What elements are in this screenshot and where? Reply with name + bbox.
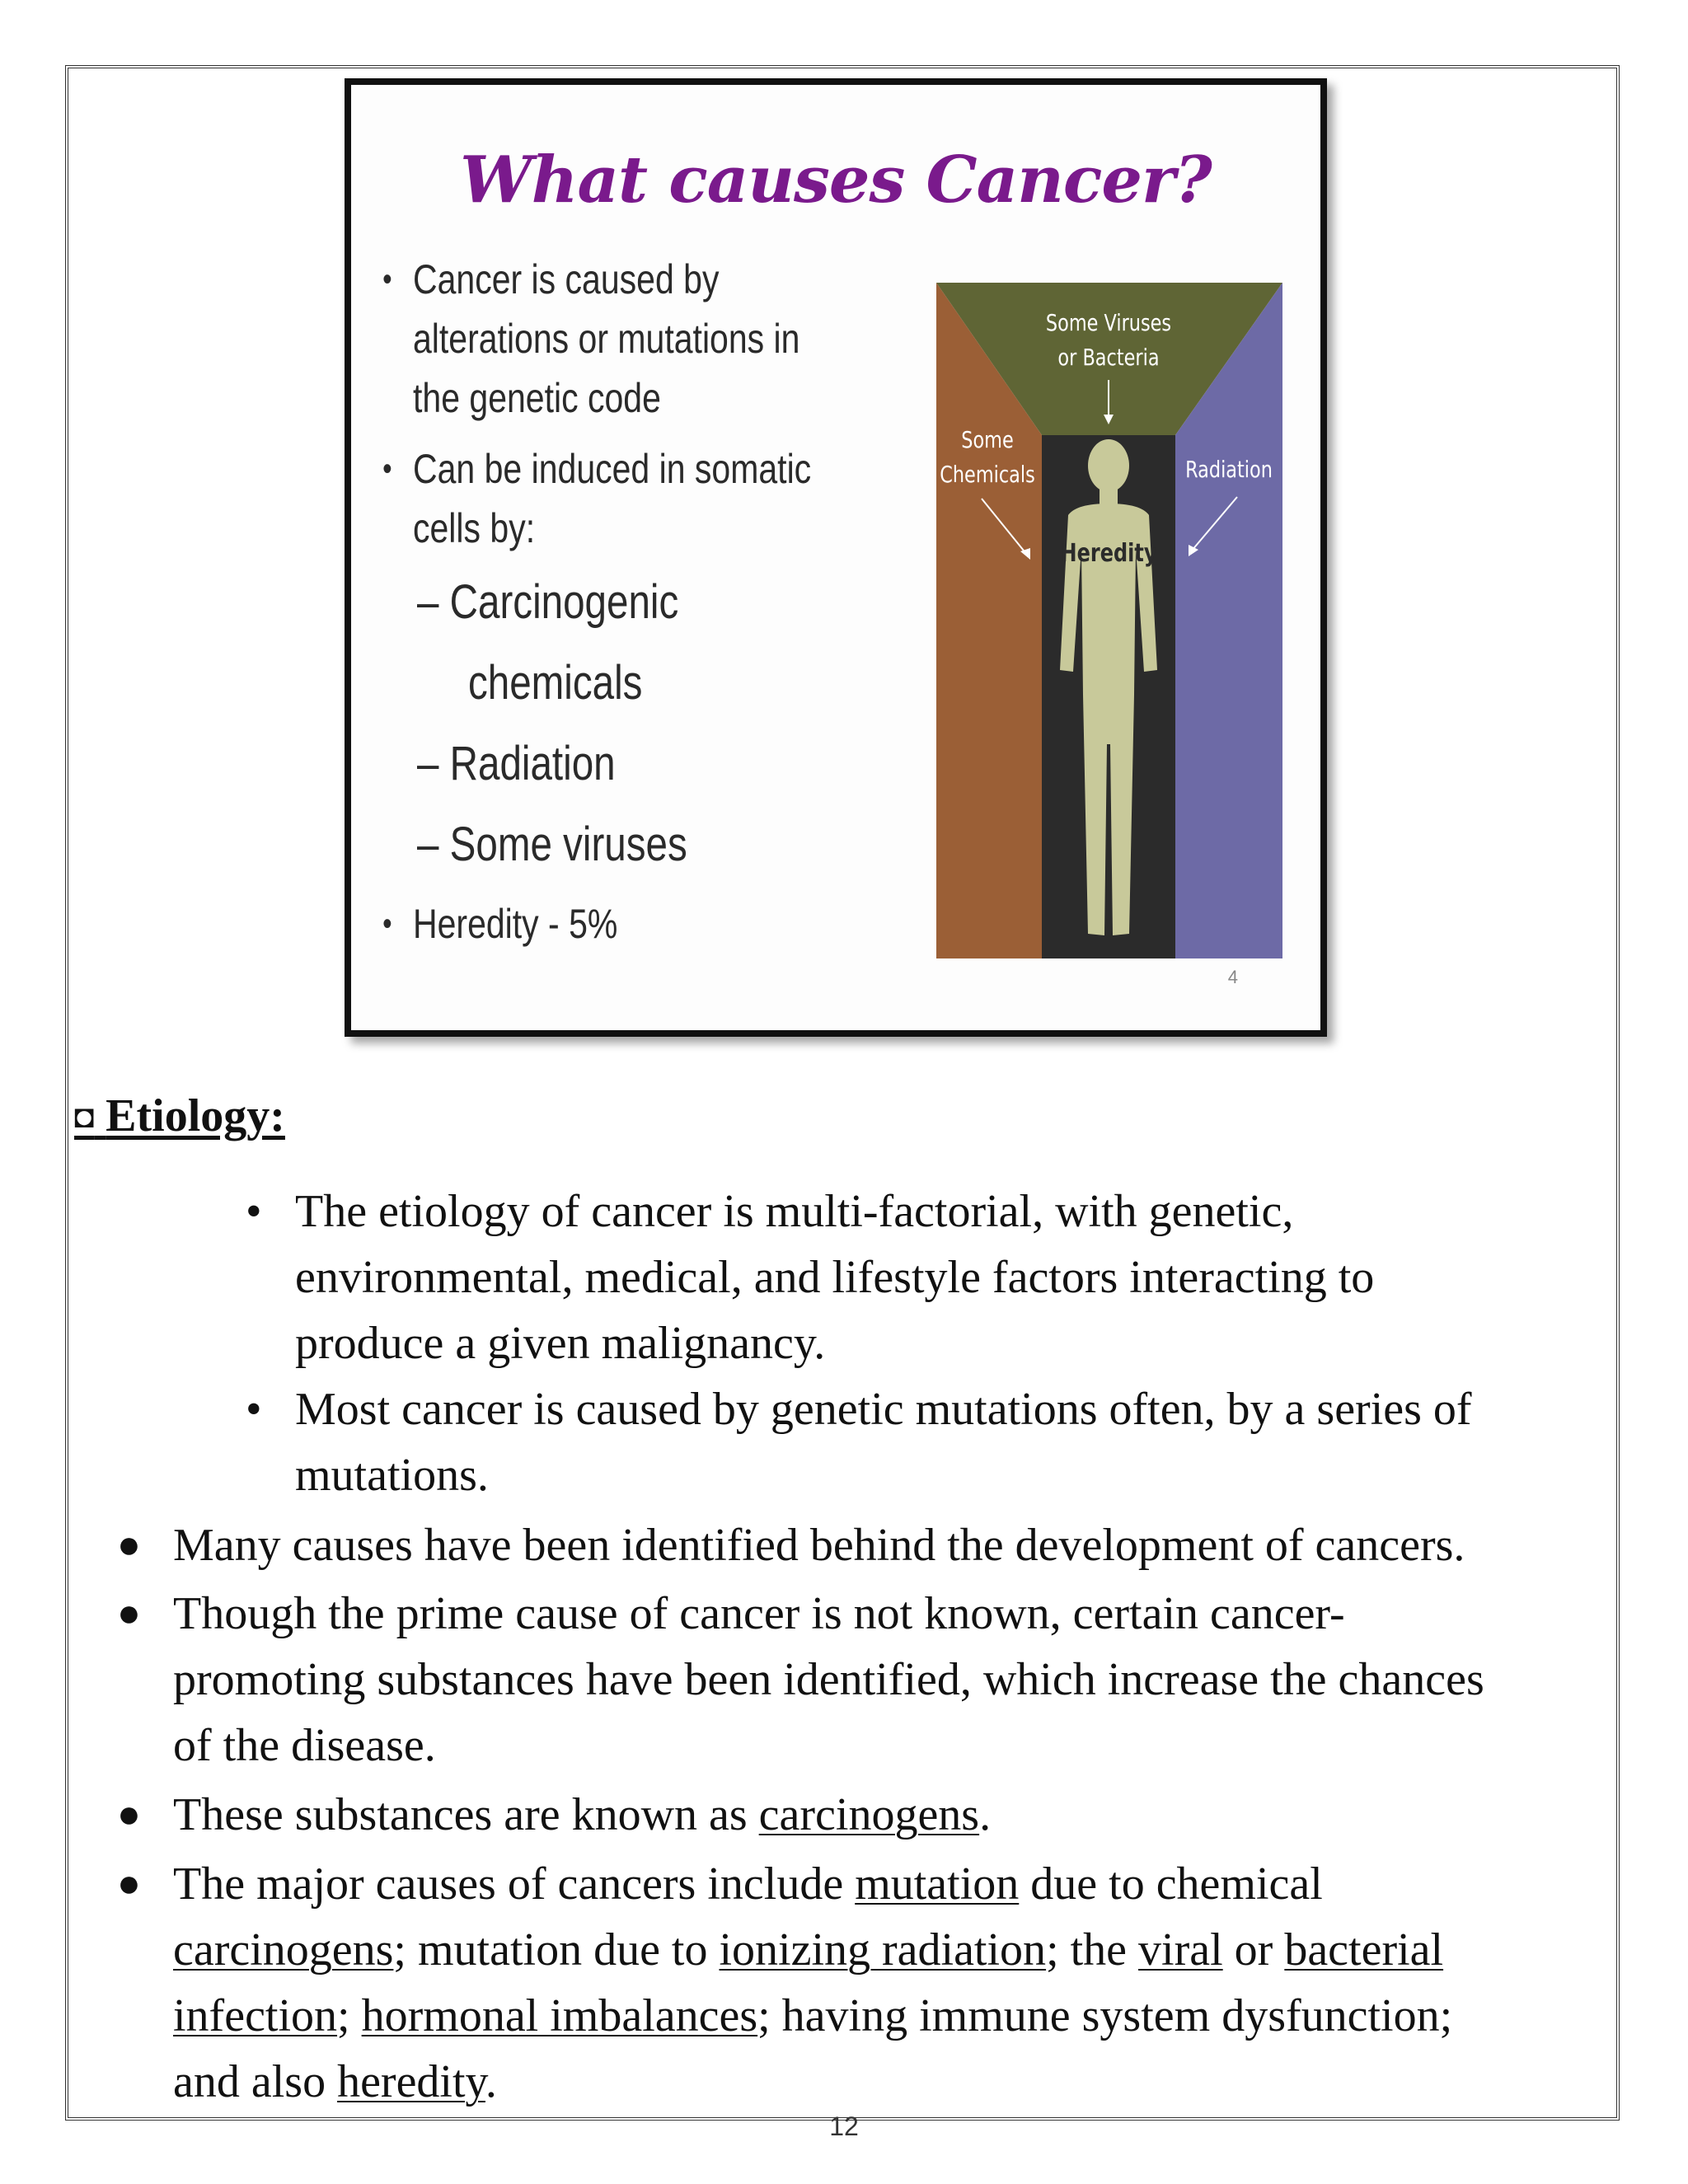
etiology-heading: [74, 1090, 285, 1142]
bullet-item: ● These substances are known as carcinogens.: [117, 1789, 992, 1840]
inner-bullet: • Most cancer is caused by genetic mutations often, by a series of: [246, 1384, 1472, 1435]
bullet-item-line: of the disease.: [173, 1720, 436, 1771]
slide-sub-item: – Carcinogenic: [417, 575, 679, 629]
slide-sub-item: – Some viruses: [417, 818, 687, 871]
slide-number: 4: [1227, 967, 1238, 987]
bullet-item-line: infection; hormonal imbalances; having immune system dysfunction;: [173, 1990, 1453, 2041]
bullet-item: ● The major causes of cancers include mutation due to chemical: [117, 1858, 1323, 1910]
figure-label-center: Heredity: [1060, 539, 1157, 568]
carcinogens-link: carcinogens: [758, 1789, 980, 1840]
bullet-item-line: and also heredity.: [173, 2056, 497, 2107]
inner-bullet-line: environmental, medical, and lifestyle factors interacting to: [295, 1252, 1375, 1303]
inner-bullet-line: produce a given malignancy.: [295, 1318, 826, 1369]
figure-label-right: Radiation: [1185, 455, 1273, 483]
bullet-item-line: promoting substances have been identified, which increase the chances: [173, 1654, 1484, 1705]
figure-label-top-2: or Bacteria: [1057, 343, 1160, 371]
inner-bullet-line: mutations.: [295, 1450, 489, 1501]
page-number: 12: [829, 2111, 859, 2141]
slide-bullet: • Cancer is caused by: [382, 256, 720, 302]
bullet-item: ● Many causes have been identified behind the development of cancers.: [117, 1520, 1465, 1571]
slide-bullet-line: alterations or mutations in: [413, 316, 800, 362]
slide-bullet: • Can be induced in somatic: [382, 446, 812, 492]
mutation-link: mutation: [855, 1858, 1020, 1910]
slide-image: [345, 78, 1327, 1037]
slide-bullet-line: the genetic code: [413, 375, 661, 421]
slide-title: What causes Cancer?: [460, 143, 1212, 218]
figure-label-left-2: Chemicals: [940, 460, 1035, 488]
heading-marker-icon: ◘: [74, 1098, 95, 1135]
figure-label-top-1: Some Viruses: [1045, 308, 1172, 336]
slide-sub-item: – Radiation: [417, 737, 616, 790]
slide-bullet: • Heredity - 5%: [382, 901, 618, 947]
inner-bullet: • The etiology of cancer is multi-factorial, with genetic,: [246, 1186, 1294, 1237]
figure-label-left-1: Some: [961, 425, 1014, 453]
bullet-item-line: carcinogens; mutation due to ionizing radiation; the viral or bacterial: [173, 1924, 1444, 1975]
slide-bullet-line: cells by:: [413, 505, 536, 551]
cancer-causes-figure: [936, 283, 1282, 958]
bullet-item: ● Though the prime cause of cancer is not known, certain cancer-: [117, 1588, 1345, 1639]
heading-text: Etiology:: [106, 1090, 285, 1141]
slide-sub-item: chemicals: [468, 656, 643, 710]
